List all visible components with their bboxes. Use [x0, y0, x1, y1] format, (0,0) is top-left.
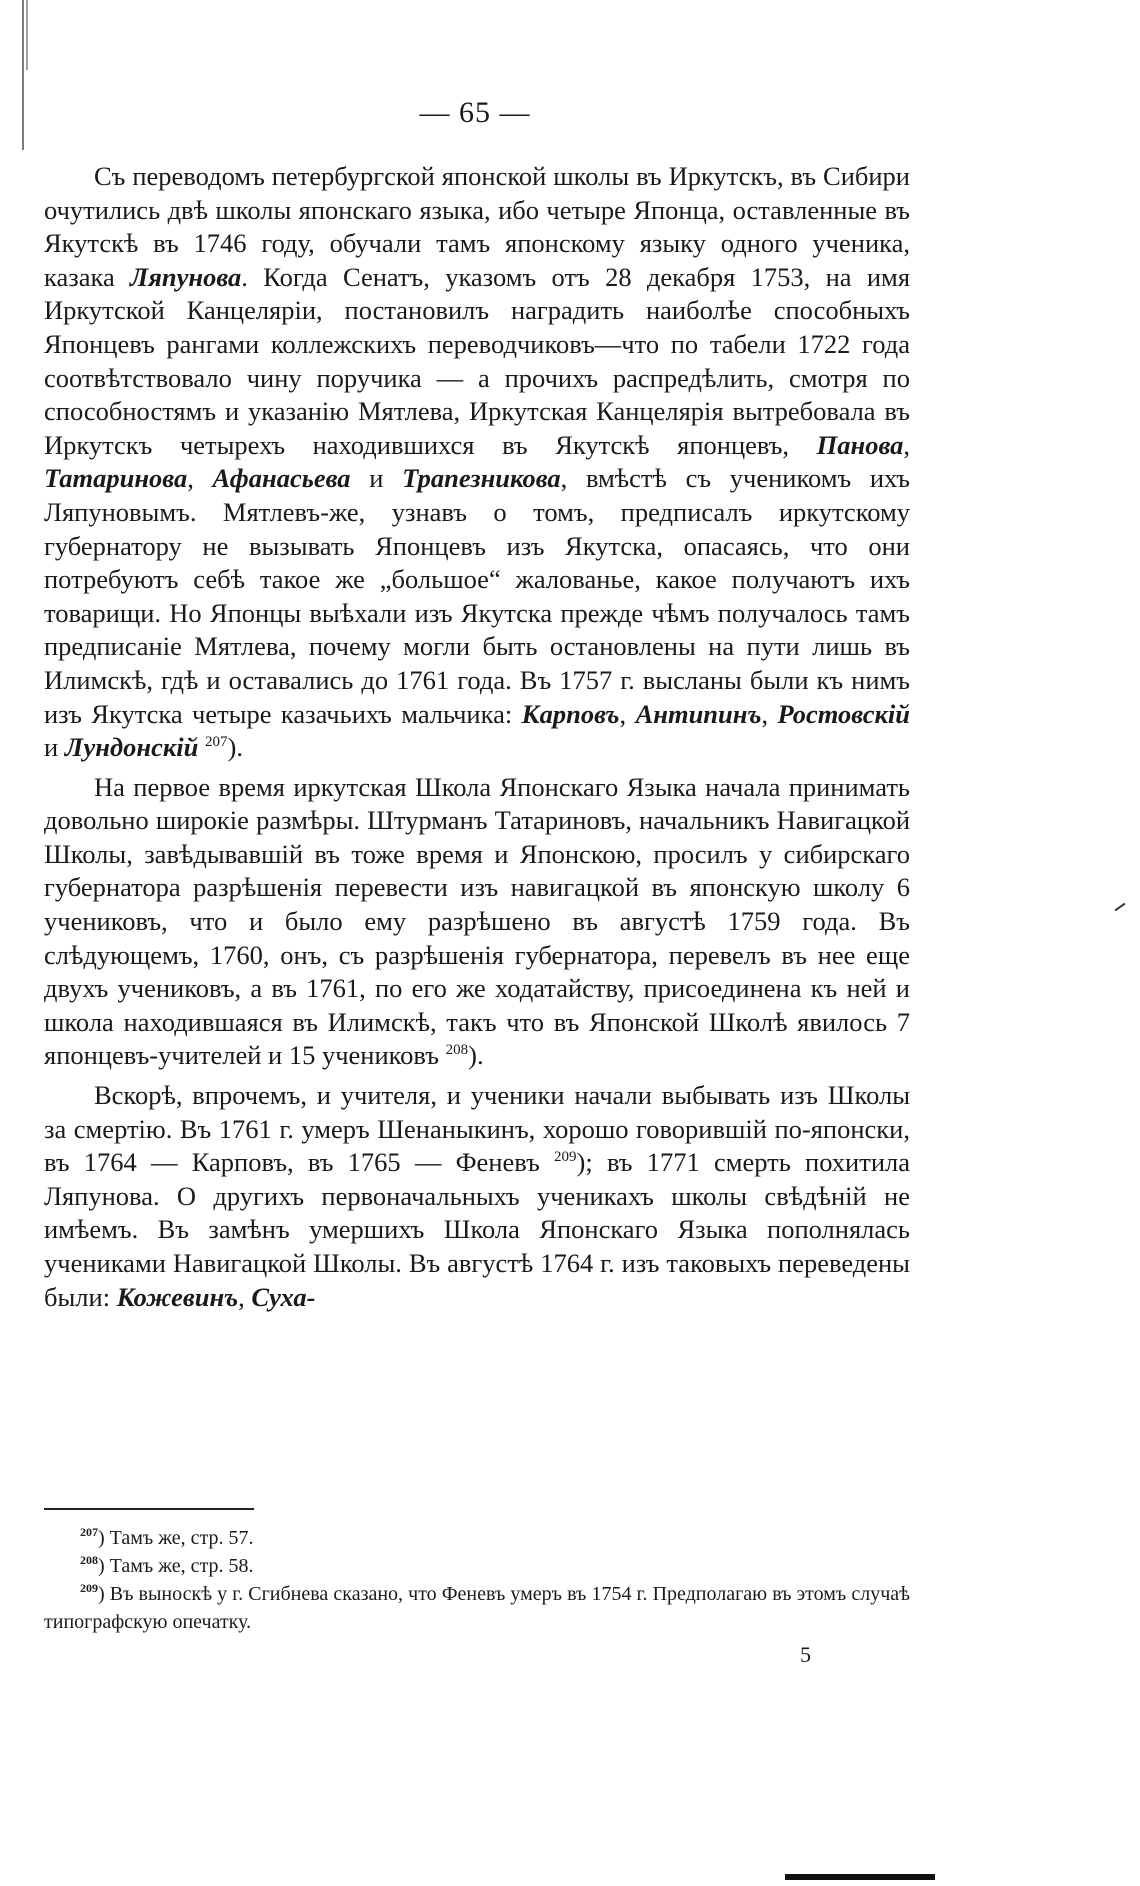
stray-ink-mark: [1115, 903, 1126, 912]
text-run: ,: [903, 429, 910, 460]
text-run: Съ переводомъ петербургской японской школы въ Иркутскъ, въ Сибири очутились двѣ школы японскаго языка, ибо четыре Японца, оставленные въ Якутскѣ въ 1746 году, обучали тамъ японскому языку одного ученика, казака: [44, 161, 910, 292]
footnote-reference: 207: [205, 734, 228, 751]
page-number: — 65 —: [419, 96, 531, 129]
text-run: [198, 732, 205, 762]
text-run: ,: [238, 1281, 252, 1312]
italic-name: Карповъ: [521, 698, 620, 729]
paragraph-2: [44, 771, 910, 1073]
footnote-mark: 209: [80, 1581, 98, 1595]
italic-name: Татаринова: [44, 463, 188, 494]
footnote-mark: 208: [80, 1553, 98, 1567]
paragraph-3: [44, 1079, 910, 1314]
paragraph-1: [44, 160, 910, 765]
footnote-209: [44, 1580, 910, 1636]
text-run: ); въ 1771 смерть похитила Ляпунова. О другихъ первоначальныхъ ученикахъ школы свѣдѣній не имѣемъ. Въ замѣнъ умершихъ Школа Японскаго Языка пополнялась учениками Навигацкой Школы. Въ августѣ 1764 г. изъ таковыхъ переведены были:: [44, 1147, 910, 1312]
text-run: , вмѣстѣ съ ученикомъ ихъ Ляпуновымъ. Мятлевъ-же, узнавъ о томъ, предписалъ иркутскому губернатору не вызывать Японцевъ изъ Якутска, опасаясь, что они потребуютъ себѣ такое же „большое“ жалованье, какое получаютъ ихъ товарищи. Но Японцы выѣхали изъ Якутска прежде чѣмъ получалось тамъ предписаніе Мятлева, почему могли быть остановлены на пути лишь въ Илимскѣ, гдѣ и оставались до 1761 года. Въ 1757 г. высланы были къ нимъ изъ Якутска четыре казачьихъ мальчика:: [44, 463, 910, 729]
footnote-208: [44, 1552, 910, 1580]
footnote-reference: 208: [445, 1042, 469, 1059]
italic-name: Афанасьева: [212, 463, 351, 494]
text-run: Вскорѣ, впрочемъ, и учителя, и ученики начали выбывать изъ Школы за смертію. Въ 1761 г. умеръ Шенаныкинъ, хорошо говорившій по-японски, въ 1764 — Карповъ, въ 1765 — Феневъ: [44, 1080, 910, 1178]
footnotes: [44, 1524, 910, 1636]
italic-name: Антипинъ: [635, 698, 762, 729]
text-run: ,: [187, 463, 213, 494]
italic-name: Кожевинъ: [116, 1281, 239, 1312]
text-run: ).: [227, 732, 243, 763]
italic-name: Панова: [816, 429, 904, 460]
footnote-text: ) Тамъ же, стр. 58.: [98, 1555, 254, 1577]
italic-name: Ляпунова: [130, 261, 242, 292]
footnote-reference: 209: [554, 1149, 577, 1166]
italic-name: Лундонскій: [64, 732, 199, 763]
footnote-mark: 207: [80, 1525, 98, 1539]
text-run: . Когда Сенатъ, указомъ отъ 28 декабря 1753, на имя Иркутской Канцеляріи, постановилъ наградить наиболѣе способныхъ Японцевъ рангами коллежскихъ переводчиковъ—что по табели 1722 года соотвѣтствовало чину поручика — а прочихъ распредѣлить, смотря по способностямъ и указанію Мятлева, Иркутская Канцелярія вытребовала въ Иркутскъ четырехъ находившихся въ Якутскѣ японцевъ,: [44, 261, 911, 460]
footnote-separator: [44, 1508, 254, 1510]
scan-edge-line: [26, 0, 28, 70]
footnote-207: [44, 1524, 910, 1552]
text-run: и: [350, 463, 403, 494]
text-run: ,: [761, 698, 778, 729]
main-text: [44, 160, 910, 1320]
italic-name: Трапезникова: [402, 463, 561, 494]
text-run: ,: [619, 698, 636, 729]
scan-bottom-mark: [785, 1874, 935, 1880]
footnote-text: ) Въ выноскѣ у г. Сгибнева сказано, что Феневъ умеръ въ 1754 г. Предполагаю въ этомъ случаѣ типографскую опечатку.: [44, 1583, 910, 1633]
text-run: ).: [468, 1040, 484, 1071]
italic-name: Ростовскій: [777, 698, 911, 729]
footnote-text: ) Тамъ же, стр. 57.: [98, 1527, 254, 1549]
printer-signature-mark: 5: [800, 1642, 811, 1667]
italic-name: Суха-: [251, 1281, 316, 1312]
text-run: и: [44, 732, 65, 763]
text-run: На первое время иркутская Школа Японскаго Языка начала принимать довольно широкіе размѣры. Штурманъ Татариновъ, начальникъ Навигацкой Школы, завѣдывавшій въ тоже время и Японскою, просилъ у сибирскаго губернатора разрѣшенія перевести изъ навигацкой въ японскую школу 6 учениковъ, что и было ему разрѣшено въ августѣ 1759 года. Въ слѣдующемъ, 1760, онъ, съ разрѣшенія губернатора, перевелъ въ нее еще двухъ учениковъ, а въ 1761, по его же ходатайству, присоединена къ ней и школа находившаяся въ Илимскѣ, такъ что въ Японской Школѣ явилось 7 японцевъ-учителей и 15 учениковъ: [44, 771, 910, 1071]
